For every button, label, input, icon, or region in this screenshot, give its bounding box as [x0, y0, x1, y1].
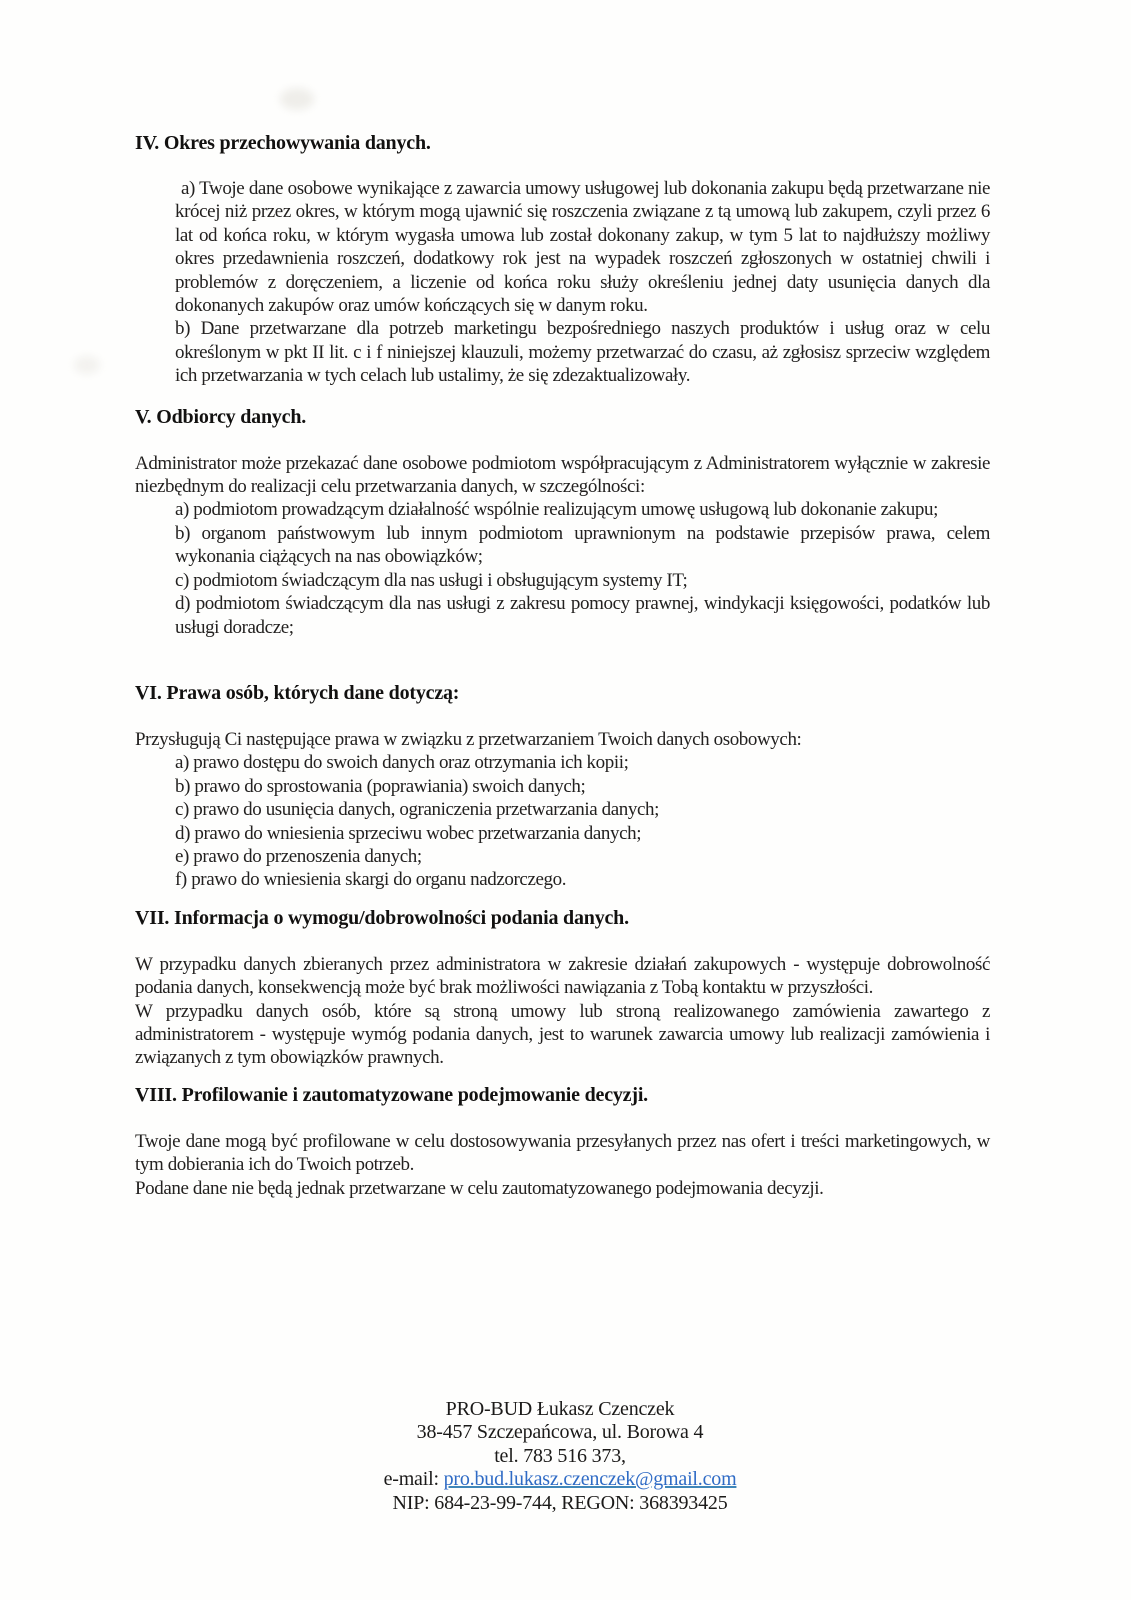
scan-smudge [74, 356, 100, 374]
section-data-retention [135, 131, 990, 388]
list-item-v-c: c) podmiotom świadczącym dla nas usługi i obsługującym systemy IT; [175, 569, 688, 591]
list-item-v-b: b) organom państwowym lub innym podmiotom uprawnionym na podstawie przepisów prawa, celem wykonania ciążących na nas obowiązków; [175, 522, 990, 568]
section-v-heading: V. Odbiorcy danych. [135, 405, 307, 428]
list-item-vi-c: c) prawo do usunięcia danych, ograniczenia przetwarzania danych; [175, 799, 659, 821]
paragraph-viii-2: Podane dane nie będą jednak przetwarzane w celu zautomatyzowanego podejmowania decyzji. [135, 1177, 824, 1199]
section-data-subject-rights [135, 681, 990, 892]
paragraph-viii-1: Twoje dane mogą być profilowane w celu dostosowywania przesyłanych przez nas ofert i treści marketingowych, w tym dobierania ich do Twoich potrzeb. [135, 1130, 990, 1176]
document-body [135, 131, 990, 1200]
section-voluntary-data-provision [135, 906, 990, 1070]
section-viii-heading: VIII. Profilowanie i zautomatyzowane podejmowanie decyzji. [135, 1083, 648, 1106]
company-name: PRO-BUD Łukasz Czenczek [445, 1398, 675, 1420]
paragraph-vii-1: W przypadku danych zbieranych przez administratora w zakresie działań zakupowych - występuje dobrowolność podania danych, konsekwencją może być brak możliwości nawiązania z Tobą kontaktu w przyszłości. [135, 953, 990, 999]
section-iv-heading: IV. Okres przechowywania danych. [135, 132, 431, 154]
section-data-recipients [135, 405, 990, 639]
list-item-vi-e: e) prawo do przenoszenia danych; [175, 845, 422, 867]
paragraph-iv-b: b) Dane przetwarzane dla potrzeb marketingu bezpośredniego naszych produktów i usług oraz w celu określonym w pkt II lit. c i f niniejszej klauzuli, możemy przetwarzać do czasu, aż zgłosisz sprzeciw względem ich przetwarzania w tych celach lub ustalimy, że się zdezaktualizowały. [175, 318, 990, 387]
company-phone: tel. 783 516 373, [494, 1444, 626, 1467]
section-v-list [175, 498, 990, 638]
section-v-intro: Administrator może przekazać dane osobowe podmiotom współpracującym z Administratorem wyłącznie w zakresie niezbędnym do realizacji celu przetwarzania danych, w szczególności: [135, 452, 990, 498]
list-item-vi-b: b) prawo do sprostowania (poprawiania) swoich danych; [175, 775, 586, 797]
email-label: e-mail: [383, 1468, 444, 1491]
list-item-vi-f: f) prawo do wniesienia skargi do organu nadzorczego. [175, 869, 567, 891]
list-item-v-d: d) podmiotom świadczącym dla nas usługi z zakresu pomocy prawnej, windykacji księgowości, podatków lub usługi doradcze; [175, 593, 990, 638]
email-link[interactable]: pro.bud.lukasz.czenczek@gmail.com [443, 1468, 737, 1491]
company-registration: NIP: 684-23-99-744, REGON: 368393425 [392, 1491, 728, 1514]
section-vi-intro: Przysługują Ci następujące prawa w związku z przetwarzaniem Twoich danych osobowych: [135, 728, 802, 750]
section-vi-heading: VI. Prawa osób, których dane dotyczą: [135, 681, 460, 704]
list-item-vi-a: a) prawo dostępu do swoich danych oraz otrzymania ich kopii; [175, 752, 629, 774]
list-item-v-a: a) podmiotom prowadzącym działalność wspólnie realizującym umowę usługową lub dokonanie zakupu; [175, 499, 938, 521]
paragraph-vii-2: W przypadku danych osób, które są stroną umowy lub stroną realizowanego zamówienia zawartego z administratorem - występuje wymóg podania danych, jest to warunek zawarcia umowy lub realizacji zamówienia i związanych z tym obowiązków prawnych. [135, 1000, 990, 1069]
company-address: 38-457 Szczepańcowa, ul. Borowa 4 [416, 1421, 704, 1444]
company-footer [10, 1398, 1110, 1515]
section-profiling [135, 1083, 990, 1200]
company-email-line [10, 1468, 1110, 1491]
section-iv-paragraphs [175, 177, 990, 388]
section-vi-list [175, 751, 990, 891]
list-item-vi-d: d) prawo do wniesienia sprzeciwu wobec przetwarzania danych; [175, 822, 642, 844]
paragraph-iv-a: a) Twoje dane osobowe wynikające z zawarcia umowy usługowej lub dokonania zakupu będą przetwarzane nie krócej niż przez okres, w którym mogą ujawnić się roszczenia związane z tą umową lub zakupem, czyli przez 6 lat od końca roku, w którym wygasła umowa lub został dokonany zakup, w tym 5 lat to najdłuższy możliwy okres przedawnienia roszczeń, dodatkowy rok jest na wypadek roszczeń zgłoszonych w ostatniej chwili i problemów z doręczeniem, a liczenie od końca roku służy określeniu jednej daty usunięcia danych dla dokonanych zakupów oraz umów kończących się w danym roku. [175, 178, 990, 317]
section-vii-heading: VII. Informacja o wymogu/dobrowolności podania danych. [135, 906, 629, 929]
scan-smudge [280, 88, 314, 110]
